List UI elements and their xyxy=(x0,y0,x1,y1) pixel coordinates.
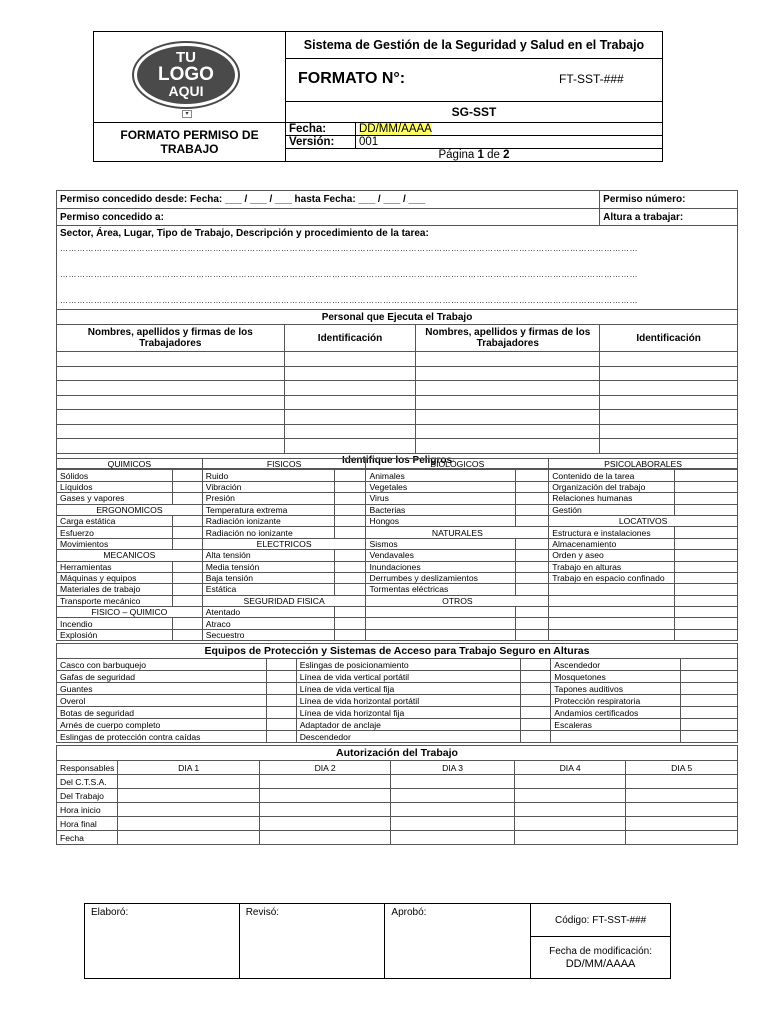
authorization-day-field[interactable] xyxy=(391,817,515,831)
authorization-day-field[interactable] xyxy=(391,831,515,845)
worker-name-field[interactable] xyxy=(57,381,285,396)
hazard-item: Derrumbes y deslizamientos xyxy=(366,572,516,583)
hazard-check-box[interactable] xyxy=(172,515,202,526)
personnel-section-title: Personal que Ejecuta el Trabajo xyxy=(57,310,738,325)
hazard-check-box[interactable] xyxy=(516,538,549,549)
authorization-row-label: Fecha xyxy=(57,831,118,845)
worker-name-field[interactable] xyxy=(57,366,285,381)
hazard-category-header: NATURALES xyxy=(366,527,549,538)
equipment-check-box[interactable] xyxy=(521,719,551,731)
equipment-item: Arnés de cuerpo completo xyxy=(57,719,267,731)
authorization-day-field[interactable] xyxy=(514,817,626,831)
hazard-category-header: QUIMICOS xyxy=(57,459,203,470)
hazard-item: Esfuerzo xyxy=(57,527,173,538)
equipment-item: Andamios certificados xyxy=(551,707,681,719)
hazard-check-box[interactable] xyxy=(334,618,366,629)
authorization-day-field[interactable] xyxy=(391,775,515,789)
authorization-day-field[interactable] xyxy=(514,789,626,803)
hazard-item: Inundaciones xyxy=(366,561,516,572)
hazard-empty xyxy=(549,629,675,640)
hazard-item: Animales xyxy=(366,470,516,481)
hazard-item: Virus xyxy=(366,493,516,504)
hazard-empty xyxy=(366,629,516,640)
fecha-label: Fecha: xyxy=(286,122,356,135)
hazard-check-box[interactable] xyxy=(675,470,738,481)
fecha-value: DD/MM/AAAA xyxy=(359,122,432,135)
hazard-check-box[interactable] xyxy=(675,629,738,640)
hazard-check-box[interactable] xyxy=(516,584,549,595)
equipment-item: Descendedor xyxy=(296,731,521,743)
permit-granted-to[interactable]: Permiso concedido a: xyxy=(57,209,600,226)
hazard-check-box[interactable] xyxy=(675,561,738,572)
hazard-item: Líquidos xyxy=(57,481,173,492)
hazard-check-box[interactable] xyxy=(516,493,549,504)
worker-name-field[interactable] xyxy=(57,395,285,410)
hazard-item: Ruido xyxy=(202,470,334,481)
hazard-check-box[interactable] xyxy=(172,481,202,492)
hazard-check-box[interactable] xyxy=(172,572,202,583)
modification-date: Fecha de modificación: DD/MM/AAAA xyxy=(531,937,671,979)
worker-id-field[interactable] xyxy=(284,424,416,439)
authorization-day-field[interactable] xyxy=(259,803,390,817)
worker-row xyxy=(57,410,738,425)
document-header xyxy=(93,31,663,162)
hazard-item: Orden y aseo xyxy=(549,550,675,561)
version-value: 001 xyxy=(356,135,663,148)
equipment-item: Guantes xyxy=(57,683,267,695)
hazard-check-box[interactable] xyxy=(334,493,366,504)
work-height[interactable]: Altura a trabajar: xyxy=(600,209,738,226)
hazard-item: Relaciones humanas xyxy=(549,493,675,504)
dotted-line: …………………………………………………………………………………………………………………………………………………………………………………… xyxy=(60,270,638,279)
hazard-item: Vibración xyxy=(202,481,334,492)
equipment-check-box[interactable] xyxy=(266,695,296,707)
hazard-check-box[interactable] xyxy=(675,572,738,583)
hazard-check-box[interactable] xyxy=(675,493,738,504)
worker-name-field[interactable] xyxy=(416,424,600,439)
hazard-item: Explosión xyxy=(57,629,173,640)
worker-id-field[interactable] xyxy=(284,366,416,381)
dotted-line: …………………………………………………………………………………………………………………………………………………………………………………… xyxy=(60,244,638,253)
hazard-item: Alta tensión xyxy=(202,550,334,561)
dropdown-arrow-icon[interactable]: ▾ xyxy=(182,110,192,118)
hazard-check-box[interactable] xyxy=(516,572,549,583)
hazard-check-box[interactable] xyxy=(334,515,366,526)
equipment-item: Mosquetones xyxy=(551,671,681,683)
equipment-check-box[interactable] xyxy=(266,671,296,683)
hazard-check-box[interactable] xyxy=(334,504,366,515)
equipment-check-box[interactable] xyxy=(521,731,551,743)
hazard-item: Bacterias xyxy=(366,504,516,515)
equipment-check-box[interactable] xyxy=(681,695,738,707)
hazard-item: Trabajo en espacio confinado xyxy=(549,572,675,583)
equipment-item: Overol xyxy=(57,695,267,707)
authorization-column-header: Responsables xyxy=(57,761,118,775)
authorization-row-label: Del C.T.S.A. xyxy=(57,775,118,789)
hazard-item: Incendio xyxy=(57,618,173,629)
worker-name-field[interactable] xyxy=(57,439,285,454)
hazard-check-box[interactable] xyxy=(334,607,366,618)
authorization-column-header: DIA 2 xyxy=(259,761,390,775)
hazard-empty xyxy=(549,607,675,618)
worker-name-field[interactable] xyxy=(416,410,600,425)
hazard-check-box[interactable] xyxy=(172,629,202,640)
hazard-empty xyxy=(549,595,675,606)
authorization-section-title: Autorización del Trabajo xyxy=(57,746,738,761)
equipment-section xyxy=(56,643,738,743)
hazard-item: Máquinas y equipos xyxy=(57,572,173,583)
hazard-check-box[interactable] xyxy=(675,481,738,492)
equipment-check-box[interactable] xyxy=(521,671,551,683)
hazard-check-box[interactable] xyxy=(516,618,549,629)
hazard-item: Gestión xyxy=(549,504,675,515)
equipment-item: Línea de vida horizontal portátil xyxy=(296,695,521,707)
hazard-check-box[interactable] xyxy=(172,493,202,504)
authorization-day-field[interactable] xyxy=(514,831,626,845)
permit-dates[interactable]: Permiso concedido desde: Fecha: ___ / ___ / ___ hasta Fecha: ___ / ___ / ___ xyxy=(57,191,600,209)
equipment-check-box[interactable] xyxy=(266,719,296,731)
hazard-item: Estructura e instalaciones xyxy=(549,527,675,538)
hazard-check-box[interactable] xyxy=(675,595,738,606)
program-name: SG-SST xyxy=(286,101,663,122)
hazard-check-box[interactable] xyxy=(334,481,366,492)
hazard-item: Sismos xyxy=(366,538,516,549)
worker-id-field[interactable] xyxy=(284,439,416,454)
hazard-category-header: PSICOLABORALES xyxy=(549,459,738,470)
worker-row xyxy=(57,395,738,410)
hazard-category-header: ELECTRICOS xyxy=(202,538,366,549)
hazard-check-box[interactable] xyxy=(675,538,738,549)
equipment-item: Eslingas de posicionamiento xyxy=(296,659,521,671)
document-code: Código: FT-SST-### xyxy=(531,904,671,937)
hazard-category-header: FISICOS xyxy=(202,459,366,470)
hazard-check-box[interactable] xyxy=(675,618,738,629)
worker-name-field[interactable] xyxy=(416,381,600,396)
logo-cell xyxy=(94,32,286,123)
hazard-check-box[interactable] xyxy=(675,504,738,515)
page-indicator: Página 1 de 2 xyxy=(286,148,663,161)
hazard-category-header: ERGONOMICOS xyxy=(57,504,203,515)
authorization-column-header: DIA 4 xyxy=(514,761,626,775)
version-label: Versión: xyxy=(286,135,356,148)
hazard-item: Tormentas eléctricas xyxy=(366,584,516,595)
hazard-check-box[interactable] xyxy=(516,470,549,481)
hazard-check-box[interactable] xyxy=(516,561,549,572)
equipment-check-box[interactable] xyxy=(681,683,738,695)
hazard-check-box[interactable] xyxy=(516,629,549,640)
hazard-check-box[interactable] xyxy=(334,527,366,538)
worker-id-field[interactable] xyxy=(600,410,738,425)
worker-id-field[interactable] xyxy=(284,381,416,396)
hazard-check-box[interactable] xyxy=(516,607,549,618)
worker-id-field[interactable] xyxy=(600,439,738,454)
equipment-check-box[interactable] xyxy=(266,707,296,719)
hazard-check-box[interactable] xyxy=(172,584,202,595)
formato-code: FT-SST-### xyxy=(559,72,624,87)
hazard-item: Media tensión xyxy=(202,561,334,572)
equipment-check-box[interactable] xyxy=(521,695,551,707)
logo-placeholder: TU LOGO AQUI xyxy=(134,43,238,107)
formato-label: FORMATO N°: xyxy=(298,70,406,88)
hazard-item: Atraco xyxy=(202,618,334,629)
hazard-item: Materiales de trabajo xyxy=(57,584,173,595)
hazard-item: Movimientos xyxy=(57,538,173,549)
hazard-item: Carga estática xyxy=(57,515,173,526)
hazard-check-box[interactable] xyxy=(675,607,738,618)
authorization-day-field[interactable] xyxy=(118,803,259,817)
equipment-item: Línea de vida vertical portátil xyxy=(296,671,521,683)
hazard-item: Temperatura extrema xyxy=(202,504,334,515)
hazard-empty xyxy=(549,584,675,595)
hazard-check-box[interactable] xyxy=(172,618,202,629)
hazard-check-box[interactable] xyxy=(516,515,549,526)
equipment-item: Protección respiratoria xyxy=(551,695,681,707)
authorization-section xyxy=(56,745,738,845)
equipment-check-box[interactable] xyxy=(521,707,551,719)
hazard-category-header: LOCATIVOS xyxy=(549,515,738,526)
authorization-row-label: Del Trabajo xyxy=(57,789,118,803)
hazard-item: Transporte mecánico xyxy=(57,595,173,606)
authorization-day-field[interactable] xyxy=(118,817,259,831)
workers-names-header: Nombres, apellidos y firmas de los Trabajadores xyxy=(57,325,285,352)
equipment-item: Línea de vida vertical fija xyxy=(296,683,521,695)
hazard-category-header: SEGURIDAD FISICA xyxy=(202,595,366,606)
hazard-check-box[interactable] xyxy=(172,595,202,606)
hazard-item: Baja tensión xyxy=(202,572,334,583)
hazard-category-header: MECANICOS xyxy=(57,550,203,561)
equipment-section-title: Equipos de Protección y Sistemas de Acceso para Trabajo Seguro en Alturas xyxy=(57,644,738,659)
equipment-item: Gafas de seguridad xyxy=(57,671,267,683)
hazard-item: Herramientas xyxy=(57,561,173,572)
hazard-check-box[interactable] xyxy=(334,629,366,640)
hazard-item: Gases y vapores xyxy=(57,493,173,504)
worker-row xyxy=(57,381,738,396)
approval-footer xyxy=(84,903,671,979)
hazard-category-header: BIOLÓGICOS xyxy=(366,459,549,470)
hazard-item: Secuestro xyxy=(202,629,334,640)
hazard-item: Sólidos xyxy=(57,470,173,481)
hazard-check-box[interactable] xyxy=(334,584,366,595)
hazard-empty xyxy=(366,607,516,618)
dotted-line: …………………………………………………………………………………………………………………………………………………………………………………… xyxy=(60,296,638,305)
worker-name-field[interactable] xyxy=(57,424,285,439)
worker-name-field[interactable] xyxy=(416,352,600,367)
worker-id-field[interactable] xyxy=(284,395,416,410)
authorization-day-field[interactable] xyxy=(626,803,738,817)
equipment-item: Escaleras xyxy=(551,719,681,731)
document-title: FORMATO PERMISO DE TRABAJO xyxy=(94,122,286,161)
hazard-check-box[interactable] xyxy=(172,527,202,538)
authorization-day-field[interactable] xyxy=(118,789,259,803)
equipment-check-box[interactable] xyxy=(681,719,738,731)
authorization-day-field[interactable] xyxy=(259,789,390,803)
hazard-item: Estática xyxy=(202,584,334,595)
authorization-day-field[interactable] xyxy=(391,803,515,817)
worker-id-field[interactable] xyxy=(284,410,416,425)
authorization-day-field[interactable] xyxy=(259,775,390,789)
hazard-category-header: FISICO – QUIMICO xyxy=(57,607,203,618)
workers-names-header: Nombres, apellidos y firmas de los Trabajadores xyxy=(416,325,600,352)
equipment-item: Tapones auditivos xyxy=(551,683,681,695)
hazard-check-box[interactable] xyxy=(334,572,366,583)
hazard-check-box[interactable] xyxy=(516,550,549,561)
hazard-item: Radiación ionizante xyxy=(202,515,334,526)
hazard-item: Hongos xyxy=(366,515,516,526)
formato-number-cell xyxy=(286,59,663,101)
worker-id-field[interactable] xyxy=(600,395,738,410)
hazard-check-box[interactable] xyxy=(675,584,738,595)
equipment-item: Casco con barbuquejo xyxy=(57,659,267,671)
authorization-day-field[interactable] xyxy=(626,775,738,789)
permit-number[interactable]: Permiso número: xyxy=(600,191,738,209)
authorization-day-field[interactable] xyxy=(259,831,390,845)
hazards-section-title: Identifique los Peligros xyxy=(57,453,738,468)
equipment-item: Eslingas de protección contra caídas xyxy=(57,731,267,743)
equipment-check-box[interactable] xyxy=(681,731,738,743)
identification-header: Identificación xyxy=(600,325,738,352)
elaboro-field[interactable]: Elaboró: xyxy=(85,904,240,979)
equipment-check-box[interactable] xyxy=(681,659,738,671)
worker-row xyxy=(57,366,738,381)
authorization-day-field[interactable] xyxy=(514,803,626,817)
equipment-check-box[interactable] xyxy=(681,707,738,719)
permit-form xyxy=(56,190,738,469)
worker-row xyxy=(57,352,738,367)
authorization-day-field[interactable] xyxy=(118,775,259,789)
worker-row xyxy=(57,424,738,439)
equipment-item: Línea de vida horizontal fija xyxy=(296,707,521,719)
authorization-day-field[interactable] xyxy=(626,817,738,831)
equipment-check-box[interactable] xyxy=(521,659,551,671)
hazard-item: Trabajo en alturas xyxy=(549,561,675,572)
worker-name-field[interactable] xyxy=(416,395,600,410)
task-description-label: Sector, Área, Lugar, Tipo de Trabajo, Descripción y procedimiento de la tarea: xyxy=(60,228,429,239)
hazard-check-box[interactable] xyxy=(172,538,202,549)
equipment-item: Botas de seguridad xyxy=(57,707,267,719)
authorization-day-field[interactable] xyxy=(626,831,738,845)
hazards-grid xyxy=(56,458,738,641)
worker-id-field[interactable] xyxy=(284,352,416,367)
hazard-item: Contenido de la tarea xyxy=(549,470,675,481)
hazard-category-header: OTROS xyxy=(366,595,549,606)
system-title: Sistema de Gestión de la Seguridad y Salud en el Trabajo xyxy=(286,32,663,59)
worker-id-field[interactable] xyxy=(600,352,738,367)
authorization-column-header: DIA 5 xyxy=(626,761,738,775)
authorization-day-field[interactable] xyxy=(259,817,390,831)
equipment-empty xyxy=(551,731,681,743)
hazard-check-box[interactable] xyxy=(334,550,366,561)
equipment-check-box[interactable] xyxy=(681,671,738,683)
hazard-item: Presión xyxy=(202,493,334,504)
hazard-check-box[interactable] xyxy=(516,504,549,515)
hazard-check-box[interactable] xyxy=(516,481,549,492)
hazard-item: Organización del trabajo xyxy=(549,481,675,492)
hazard-check-box[interactable] xyxy=(675,527,738,538)
reviso-field[interactable]: Revisó: xyxy=(239,904,385,979)
hazard-empty xyxy=(366,618,516,629)
worker-name-field[interactable] xyxy=(57,410,285,425)
worker-id-field[interactable] xyxy=(600,424,738,439)
task-description[interactable] xyxy=(57,226,738,310)
hazard-check-box[interactable] xyxy=(334,470,366,481)
aprobo-field[interactable]: Aprobó: xyxy=(385,904,531,979)
identification-header: Identificación xyxy=(284,325,416,352)
worker-name-field[interactable] xyxy=(416,439,600,454)
authorization-day-field[interactable] xyxy=(391,789,515,803)
equipment-check-box[interactable] xyxy=(266,731,296,743)
equipment-check-box[interactable] xyxy=(266,683,296,695)
hazard-check-box[interactable] xyxy=(675,550,738,561)
authorization-row-label: Hora inicio xyxy=(57,803,118,817)
authorization-day-field[interactable] xyxy=(514,775,626,789)
worker-row xyxy=(57,439,738,454)
hazard-check-box[interactable] xyxy=(334,561,366,572)
hazard-check-box[interactable] xyxy=(172,470,202,481)
authorization-column-header: DIA 3 xyxy=(391,761,515,775)
equipment-check-box[interactable] xyxy=(521,683,551,695)
equipment-check-box[interactable] xyxy=(266,659,296,671)
equipment-item: Ascendedor xyxy=(551,659,681,671)
hazard-empty xyxy=(549,618,675,629)
worker-id-field[interactable] xyxy=(600,381,738,396)
worker-id-field[interactable] xyxy=(600,366,738,381)
authorization-column-header: DIA 1 xyxy=(118,761,259,775)
hazard-item: Vendavales xyxy=(366,550,516,561)
hazard-item: Almacenamiento xyxy=(549,538,675,549)
authorization-day-field[interactable] xyxy=(118,831,259,845)
authorization-day-field[interactable] xyxy=(626,789,738,803)
worker-name-field[interactable] xyxy=(416,366,600,381)
hazard-check-box[interactable] xyxy=(172,561,202,572)
hazard-item: Vegetales xyxy=(366,481,516,492)
fecha-value-cell[interactable] xyxy=(356,122,663,135)
hazard-item: Atentado xyxy=(202,607,334,618)
worker-name-field[interactable] xyxy=(57,352,285,367)
hazard-item: Radiación no ionizante xyxy=(202,527,334,538)
authorization-row-label: Hora final xyxy=(57,817,118,831)
equipment-item: Adaptador de anclaje xyxy=(296,719,521,731)
